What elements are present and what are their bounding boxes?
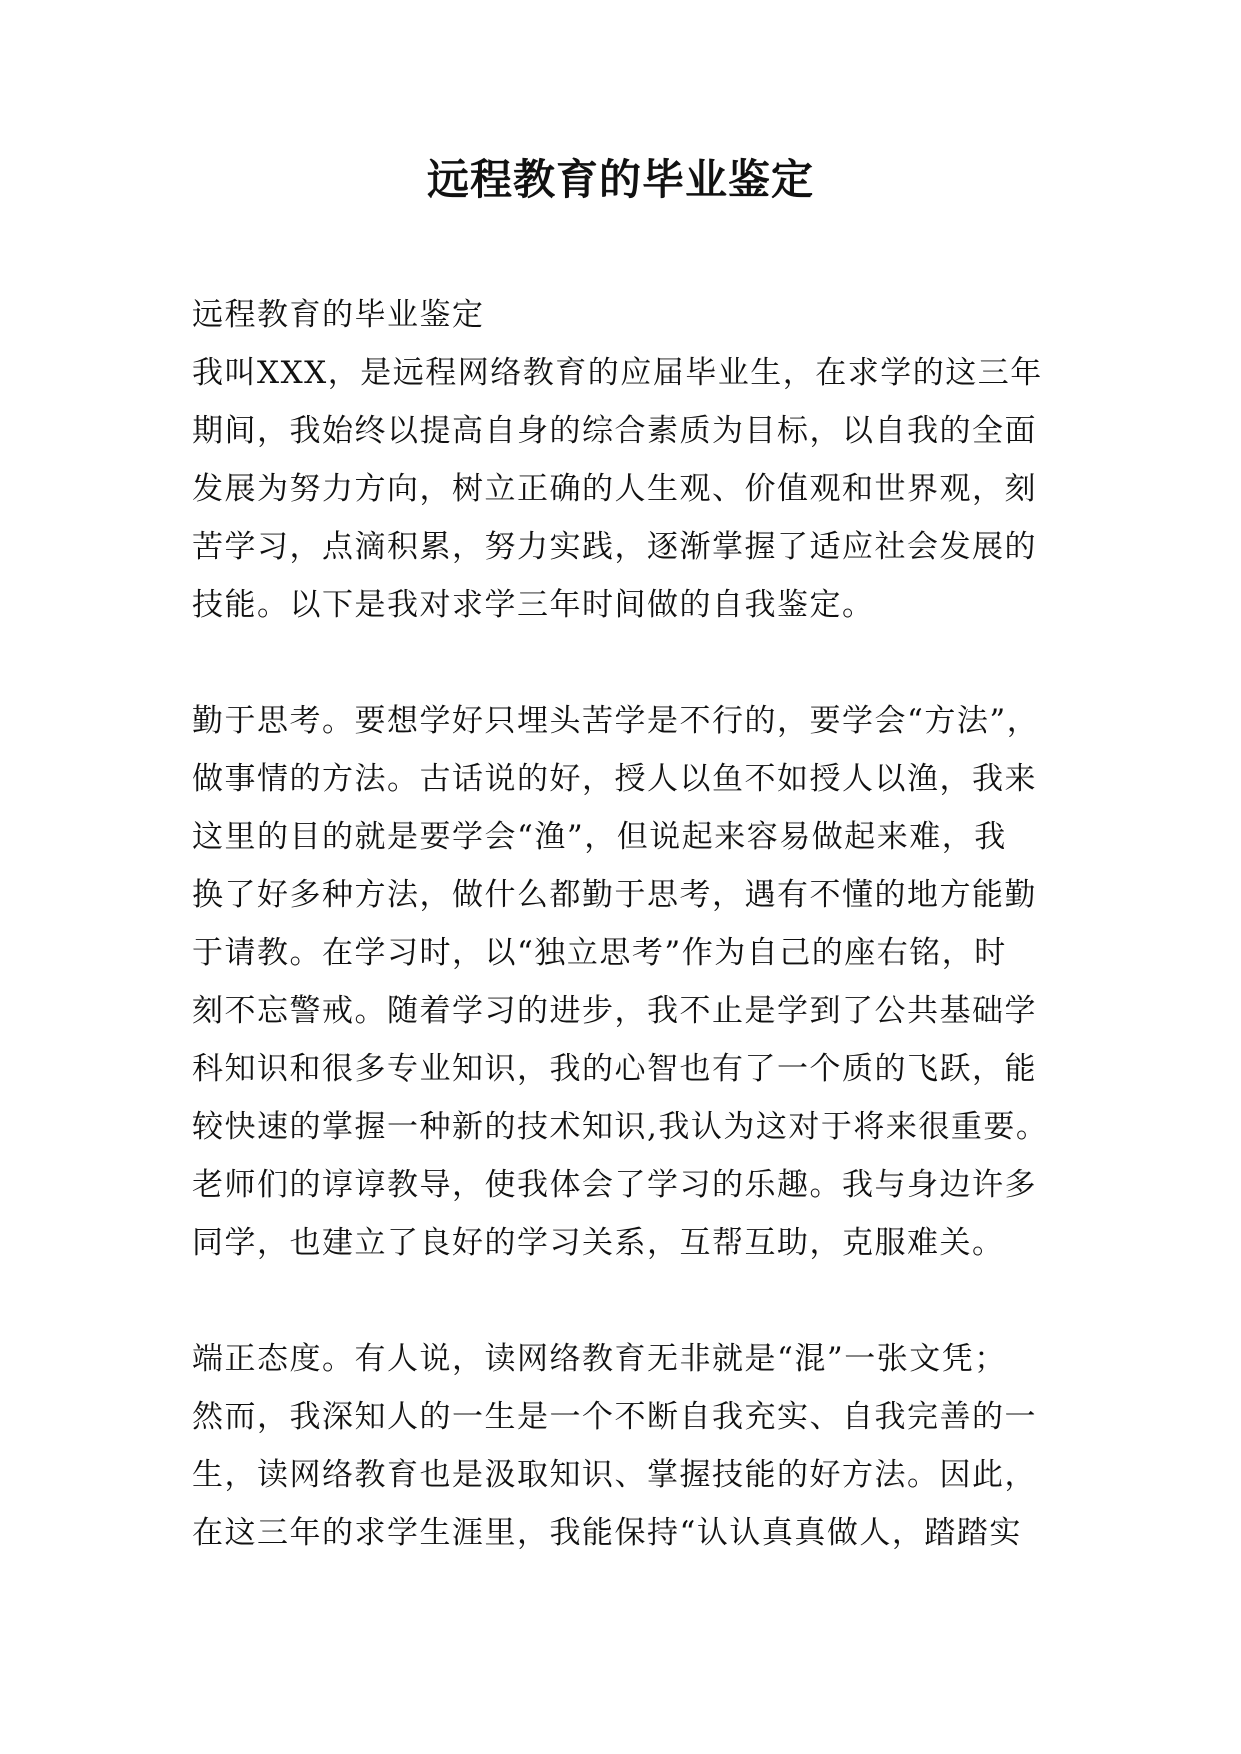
paragraph-gap bbox=[192, 634, 1058, 692]
document-title: 远程教育的毕业鉴定 bbox=[426, 155, 814, 204]
text-line: 这里的目的就是要学会“渔”，但说起来容易做起来难，我 bbox=[192, 819, 1007, 855]
text-line: 在这三年的求学生涯里，我能保持“认认真真做人，踏踏实 bbox=[192, 1515, 1022, 1551]
text-line: 刻不忘警戒。随着学习的进步，我不止是学到了公共基础学 bbox=[192, 993, 1037, 1029]
paragraph-gap bbox=[192, 1272, 1058, 1330]
text-line: 端正态度。有人说，读网络教育无非就是“混”一张文凭； bbox=[192, 1341, 1007, 1377]
document-body bbox=[192, 286, 1058, 1562]
text-line: 换了好多种方法，做什么都勤于思考，遇有不懂的地方能勤 bbox=[192, 877, 1037, 913]
intro-paragraph bbox=[192, 344, 1058, 634]
text-line: 生，读网络教育也是汲取知识、掌握技能的好方法。因此， bbox=[192, 1457, 1037, 1493]
text-line: 我叫XXX，是远程网络教育的应届毕业生，在求学的这三年 bbox=[192, 355, 1043, 391]
text-line: 于请教。在学习时，以“独立思考”作为自己的座右铭，时 bbox=[192, 935, 1007, 971]
text-line: 然而，我深知人的一生是一个不断自我充实、自我完善的一 bbox=[192, 1399, 1037, 1435]
text-line: 苦学习，点滴积累，努力实践，逐渐掌握了适应社会发展的 bbox=[192, 529, 1037, 565]
text-line: 技能。以下是我对求学三年时间做的自我鉴定。 bbox=[192, 587, 875, 623]
text-line: 老师们的谆谆教导，使我体会了学习的乐趣。我与身边许多 bbox=[192, 1167, 1037, 1203]
text-line: 科知识和很多专业知识，我的心智也有了一个质的飞跃，能 bbox=[192, 1051, 1037, 1087]
paragraph-attitude bbox=[192, 1330, 1058, 1562]
text-line: 期间，我始终以提高自身的综合素质为目标，以自我的全面 bbox=[192, 413, 1037, 449]
document-subtitle: 远程教育的毕业鉴定 bbox=[192, 297, 485, 333]
text-line: 较快速的掌握一种新的技术知识,我认为这对于将来很重要。 bbox=[192, 1109, 1049, 1145]
text-line: 做事情的方法。古话说的好，授人以鱼不如授人以渔，我来 bbox=[192, 761, 1037, 797]
paragraph-thinking bbox=[192, 692, 1058, 1272]
text-line: 发展为努力方向，树立正确的人生观、价值观和世界观，刻 bbox=[192, 471, 1037, 507]
text-line: 勤于思考。要想学好只埋头苦学是不行的，要学会“方法”， bbox=[192, 703, 1040, 739]
text-line: 同学，也建立了良好的学习关系，互帮互助，克服难关。 bbox=[192, 1225, 1005, 1261]
